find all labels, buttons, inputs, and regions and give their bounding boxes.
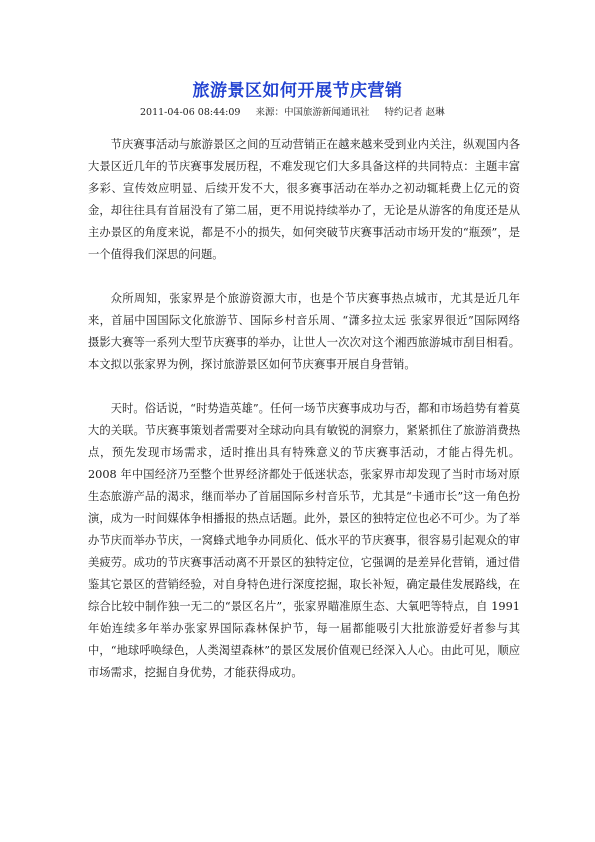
article-body bbox=[88, 134, 520, 706]
article-title: 旅游景区如何开展节庆营销 bbox=[192, 81, 403, 101]
article-paragraph-1: 节庆赛事活动与旅游景区之间的互动营销正在越来越来受到业内关注，纵观国内各大景区近几年的节庆赛事发展历程，不难发现它们大多具备这样的共同特点：主题丰富多彩、宣传效应明显、后续开发不大，很多赛事活动在举办之初动辄耗费上亿元的资金，却往往具有首届没有了第二届，更不用说持续举办了，无论是从游客的角度还是从主办景区的角度来说，都是不小的损失，如何突破节庆赛事活动市场开发的“瓶颈”，是一个值得我们深思的问题。 bbox=[88, 138, 520, 261]
article-date: 2011-04-06 08:44:09 bbox=[140, 107, 241, 118]
article-source: 来源：中国旅游新闻通讯社 bbox=[255, 107, 370, 118]
article-paragraph-2: 众所周知，张家界是个旅游资源大市，也是个节庆赛事热点城市，尤其是近几年来，首届中国国际文化旅游节、国际乡村音乐周、“潇多拉太远 张家界很近”国际网络摄影大赛等一系列大型节庆赛事的举办，让世人一次次对这个湘西旅游城市刮目相看。本文拟以张家界为例，探讨旅游景区如何节庆赛事开展自身营销。 bbox=[88, 292, 520, 371]
article-meta bbox=[140, 104, 500, 118]
article-author: 特约记者 赵琳 bbox=[384, 107, 445, 118]
article-paragraph-3: 天时。俗话说，“时势造英雄”。任何一场节庆赛事成功与否，都和市场趋势有着莫大的关联。节庆赛事策划者需要对全球动向具有敏锐的洞察力，紧紧抓住了旅游消费热点，预先发现市场需求，适时推出具有特殊意义的节庆赛事活动，才能占得先机。2008 年中国经济乃至整个世界经济都处于低迷状态，张家界市却发现了当时市场对原生态旅游产品的渴求，继而举办了首届国际乡村音乐节，尤其是“卡通市长”这一角色扮演，成为一时间媒体争相播报的热点话题。此外，景区的独特定位也必不可少。为了举办节庆而举办节庆，一窝蜂式地争办同质化、低水平的节庆赛事，很容易引起观众的审美疲劳。成功的节庆赛事活动离不开景区的独特定位，它强调的是差异化营销，通过借鉴其它景区的营销经验，对自身特色进行深度挖掘，取长补短，确定最佳发展路线，在综合比较中制作独一无二的“景区名片”，张家界瞄准原生态、大氧吧等特点，自 1991 年始连续多年举办张家界国际森林保护节，每一届都能吸引大批旅游爱好者参与其中，“地球呼唤绿色，人类渴望森林”的景区发展价值观已经深入人心。由此可见，顺应市场需求，挖掘自身优势，才能获得成功。 bbox=[88, 402, 520, 679]
